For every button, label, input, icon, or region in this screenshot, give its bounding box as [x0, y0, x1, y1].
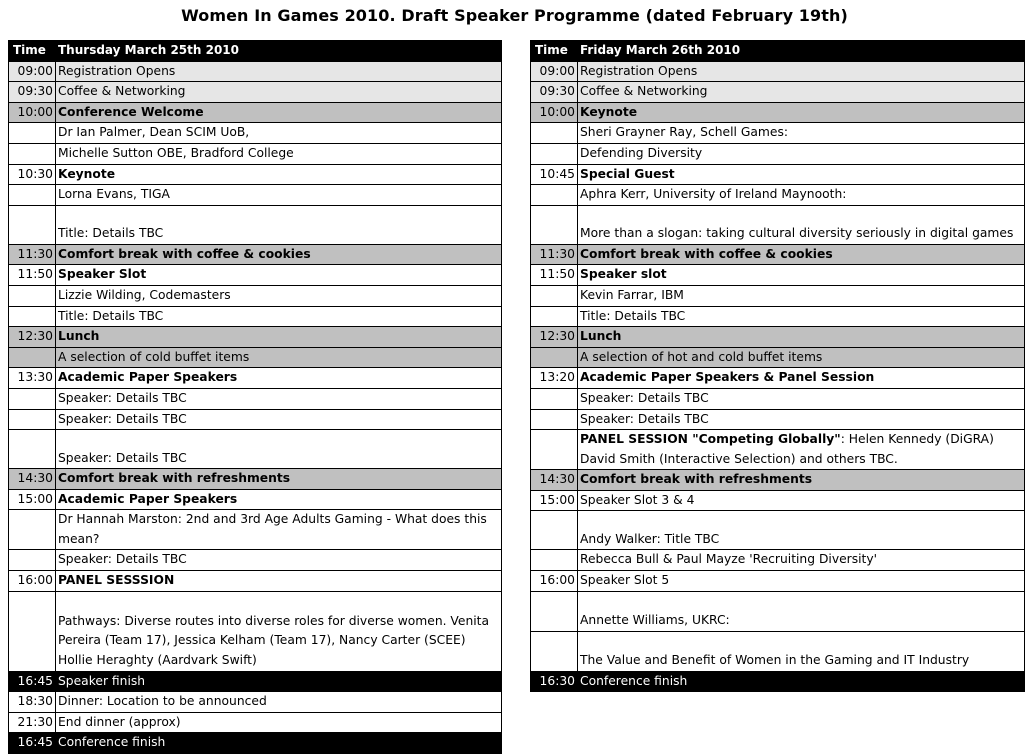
table-row [9, 409, 502, 430]
session-cell: Conference finish [56, 733, 502, 754]
time-cell: 16:00 [9, 571, 56, 592]
table-row [9, 368, 502, 389]
table-row [9, 388, 502, 409]
time-cell [9, 388, 56, 409]
time-cell: 11:50 [531, 265, 578, 286]
time-cell: 11:50 [9, 265, 56, 286]
table-row [531, 591, 1025, 631]
time-cell: 15:00 [531, 490, 578, 511]
session-cell: Speaker: Details TBC [56, 430, 502, 469]
table-row [9, 123, 502, 144]
time-cell: 15:00 [9, 489, 56, 510]
table-row [531, 368, 1025, 389]
table-row [531, 490, 1025, 511]
session-cell: Comfort break with coffee & cookies [578, 244, 1025, 265]
table-row [9, 469, 502, 490]
session-cell: Comfort break with coffee & cookies [56, 244, 502, 265]
time-cell: 09:00 [9, 61, 56, 82]
table-row [531, 347, 1025, 368]
table-row [9, 285, 502, 306]
session-cell: More than a slogan: taking cultural diversity seriously in digital games [578, 205, 1025, 244]
session-cell: Conference Welcome [56, 102, 502, 123]
time-cell: 11:30 [9, 244, 56, 265]
session-cell: Keynote [578, 102, 1025, 123]
session-cell: Kevin Farrar, IBM [578, 285, 1025, 306]
session-cell: Registration Opens [578, 61, 1025, 82]
time-cell [531, 591, 578, 631]
thursday-programme-table [8, 40, 502, 754]
table-row [531, 123, 1025, 144]
table-row [9, 510, 502, 550]
time-cell [531, 123, 578, 144]
table-row [531, 430, 1025, 470]
table-row [9, 550, 502, 571]
time-cell [531, 388, 578, 409]
table-row [531, 285, 1025, 306]
session-cell: Annette Williams, UKRC: [578, 591, 1025, 631]
time-column-header: Time [9, 41, 56, 62]
time-cell [531, 185, 578, 206]
table-row [9, 671, 502, 692]
table-row [9, 306, 502, 327]
page-title: Women In Games 2010. Draft Speaker Programme (dated February 19th) [181, 6, 848, 25]
time-cell [531, 143, 578, 164]
time-cell [9, 430, 56, 469]
session-cell: Comfort break with refreshments [56, 469, 502, 490]
table-row [9, 692, 502, 713]
panel-session-title: PANEL SESSION "Competing Globally" [580, 432, 841, 447]
table-row [9, 712, 502, 733]
table-row [9, 591, 502, 671]
session-cell: Academic Paper Speakers [56, 368, 502, 389]
panel-session-details: : Helen Kennedy (DiGRA) David Smith (Interactive Selection) and others TBC. [580, 432, 994, 466]
time-cell [9, 550, 56, 571]
time-cell: 09:30 [9, 82, 56, 103]
table-row [9, 265, 502, 286]
time-cell: 13:30 [9, 368, 56, 389]
session-cell: Registration Opens [56, 61, 502, 82]
table-row [531, 205, 1025, 244]
session-cell: Dr Ian Palmer, Dean SCIM UoB, [56, 123, 502, 144]
session-cell: Speaker Slot 3 & 4 [578, 490, 1025, 511]
time-cell [531, 347, 578, 368]
session-cell: Lunch [578, 327, 1025, 348]
table-row [531, 164, 1025, 185]
table-row [531, 61, 1025, 82]
time-cell [531, 205, 578, 244]
session-cell: Academic Paper Speakers [56, 489, 502, 510]
session-cell: Pathways: Diverse routes into diverse roles for diverse women. Venita Pereira (Team 17), Jessica Kelham (Team 17), Nancy Carter (SCEE) Hollie Heraghty (Aardvark Swift) [56, 591, 502, 671]
time-cell: 10:30 [9, 164, 56, 185]
time-cell [9, 285, 56, 306]
session-cell: Conference finish [578, 671, 1025, 692]
day-column-header: Thursday March 25th 2010 [56, 41, 502, 62]
table-row [9, 327, 502, 348]
table-row [531, 571, 1025, 592]
time-cell: 18:30 [9, 692, 56, 713]
time-cell: 11:30 [531, 244, 578, 265]
table-row [9, 143, 502, 164]
time-cell [531, 285, 578, 306]
session-cell: Title: Details TBC [578, 306, 1025, 327]
session-cell: End dinner (approx) [56, 712, 502, 733]
time-cell [531, 409, 578, 430]
session-cell: Aphra Kerr, University of Ireland Maynooth: [578, 185, 1025, 206]
table-row [531, 102, 1025, 123]
table-header-row [9, 41, 502, 62]
time-cell [9, 143, 56, 164]
session-cell: Title: Details TBC [56, 205, 502, 244]
table-row [531, 511, 1025, 550]
table-row [9, 61, 502, 82]
time-cell: 16:30 [531, 671, 578, 692]
time-cell: 12:30 [9, 327, 56, 348]
time-cell: 16:45 [9, 733, 56, 754]
time-cell [531, 306, 578, 327]
session-cell: Speaker Slot [56, 265, 502, 286]
time-cell [531, 511, 578, 550]
session-cell: A selection of cold buffet items [56, 347, 502, 368]
table-row [531, 306, 1025, 327]
time-cell [9, 205, 56, 244]
session-cell: Coffee & Networking [578, 82, 1025, 103]
session-cell: Comfort break with refreshments [578, 470, 1025, 491]
session-cell: Special Guest [578, 164, 1025, 185]
session-cell: Speaker Slot 5 [578, 571, 1025, 592]
session-cell: Sheri Grayner Ray, Schell Games: [578, 123, 1025, 144]
table-row [531, 631, 1025, 671]
table-row [531, 265, 1025, 286]
time-cell: 14:30 [9, 469, 56, 490]
session-cell: Lunch [56, 327, 502, 348]
time-cell: 10:45 [531, 164, 578, 185]
day-column-header: Friday March 26th 2010 [578, 41, 1025, 62]
session-cell: Speaker: Details TBC [578, 388, 1025, 409]
time-cell [531, 550, 578, 571]
time-cell [9, 347, 56, 368]
session-cell: Speaker: Details TBC [56, 550, 502, 571]
session-cell: Defending Diversity [578, 143, 1025, 164]
time-cell [9, 409, 56, 430]
session-cell: Title: Details TBC [56, 306, 502, 327]
table-row [531, 82, 1025, 103]
time-cell: 16:45 [9, 671, 56, 692]
table-row [531, 327, 1025, 348]
session-cell: Lorna Evans, TIGA [56, 185, 502, 206]
session-cell: A selection of hot and cold buffet items [578, 347, 1025, 368]
table-row [9, 164, 502, 185]
session-cell [578, 430, 1025, 470]
session-cell: Andy Walker: Title TBC [578, 511, 1025, 550]
table-row [9, 185, 502, 206]
table-row [9, 347, 502, 368]
time-cell: 10:00 [531, 102, 578, 123]
time-cell [9, 591, 56, 671]
table-row [531, 244, 1025, 265]
time-cell [9, 306, 56, 327]
time-cell: 10:00 [9, 102, 56, 123]
session-cell: Speaker finish [56, 671, 502, 692]
time-cell: 21:30 [9, 712, 56, 733]
table-row [531, 143, 1025, 164]
table-row [531, 388, 1025, 409]
session-cell: Coffee & Networking [56, 82, 502, 103]
time-cell: 13:20 [531, 368, 578, 389]
table-row [9, 205, 502, 244]
table-row [531, 550, 1025, 571]
session-cell: Speaker slot [578, 265, 1025, 286]
session-cell: Dr Hannah Marston: 2nd and 3rd Age Adults Gaming - What does this mean? [56, 510, 502, 550]
table-row [9, 82, 502, 103]
time-cell: 09:00 [531, 61, 578, 82]
session-cell: Speaker: Details TBC [56, 388, 502, 409]
table-row [9, 733, 502, 754]
time-cell [9, 510, 56, 550]
time-cell [531, 631, 578, 671]
session-cell: The Value and Benefit of Women in the Gaming and IT Industry [578, 631, 1025, 671]
table-row [531, 409, 1025, 430]
time-cell: 16:00 [531, 571, 578, 592]
session-cell: Lizzie Wilding, Codemasters [56, 285, 502, 306]
table-row [531, 470, 1025, 491]
time-cell [9, 123, 56, 144]
session-cell: Michelle Sutton OBE, Bradford College [56, 143, 502, 164]
table-row [9, 244, 502, 265]
session-cell: PANEL SESSSION [56, 571, 502, 592]
time-cell [9, 185, 56, 206]
session-cell: Dinner: Location to be announced [56, 692, 502, 713]
table-row [9, 489, 502, 510]
time-column-header: Time [531, 41, 578, 62]
time-cell [531, 430, 578, 470]
session-cell: Academic Paper Speakers & Panel Session [578, 368, 1025, 389]
session-cell: Keynote [56, 164, 502, 185]
time-cell: 09:30 [531, 82, 578, 103]
session-cell: Speaker: Details TBC [56, 409, 502, 430]
table-header-row [531, 41, 1025, 62]
time-cell: 14:30 [531, 470, 578, 491]
time-cell: 12:30 [531, 327, 578, 348]
table-row [531, 671, 1025, 692]
table-row [9, 102, 502, 123]
table-row [9, 430, 502, 469]
friday-programme-table [530, 40, 1025, 692]
table-row [9, 571, 502, 592]
table-row [531, 185, 1025, 206]
session-cell: Speaker: Details TBC [578, 409, 1025, 430]
session-cell: Rebecca Bull & Paul Mayze 'Recruiting Diversity' [578, 550, 1025, 571]
